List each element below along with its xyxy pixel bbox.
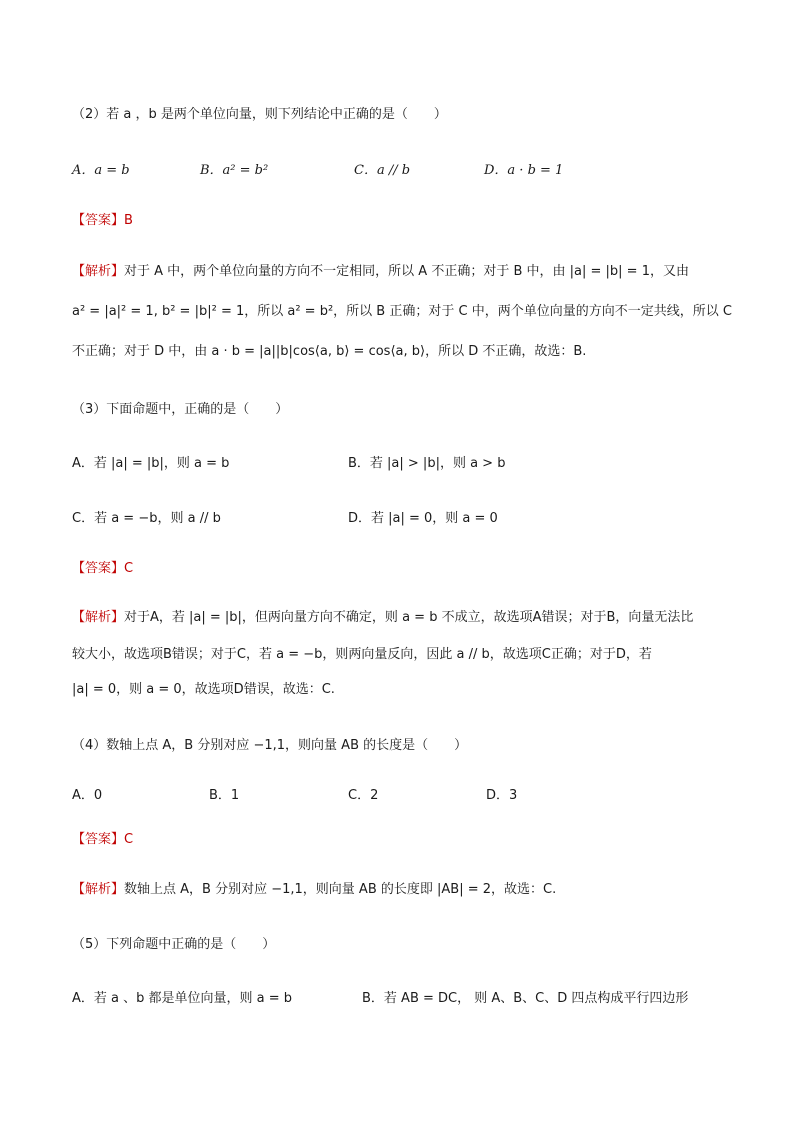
q2-option-d: D．a · b = 1 bbox=[484, 163, 564, 178]
q2-option-b: B．a² = b² bbox=[200, 163, 269, 178]
q2-analysis-line-3: 不正确；对于 D 中，由 a · b = |a||b|cos⟨a, b⟩ = cos⟨a, b⟩，所以 D 不正确，故选：B. bbox=[72, 344, 587, 359]
q4-option-a: A．0 bbox=[72, 788, 103, 803]
answer-tag: 【答案】 bbox=[72, 832, 125, 847]
q2-answer bbox=[72, 211, 133, 231]
q4-analysis-line-1 bbox=[72, 880, 556, 900]
q2-option-a: A．a = b bbox=[72, 163, 130, 178]
q3-answer bbox=[72, 559, 133, 579]
analysis-tag: 【解析】 bbox=[72, 264, 125, 279]
q4-option-c: C．2 bbox=[348, 788, 379, 803]
q4-option-b: B．1 bbox=[209, 788, 240, 803]
q4-option-d: D．3 bbox=[486, 788, 518, 803]
answer-value: C bbox=[124, 832, 134, 847]
analysis-text: 数轴上点 A，B 分别对应 −1,1，则向量 AB 的长度即 |AB| = 2，故选：C. bbox=[124, 882, 557, 897]
answer-tag: 【答案】 bbox=[72, 213, 125, 228]
q3-analysis-line-2: 较大小，故选项B错误；对于C，若 a = −b，则两向量反向，因此 a // b，故选项C正确；对于D，若 bbox=[72, 647, 652, 662]
q3-option-c: C．若 a = −b，则 a // b bbox=[72, 511, 221, 526]
q3-option-b: B．若 |a| > |b|，则 a > b bbox=[348, 456, 506, 471]
q5-option-b: B．若 AB = DC， 则 A、B、C、D 四点构成平行四边形 bbox=[362, 991, 689, 1006]
analysis-tag: 【解析】 bbox=[72, 882, 125, 897]
q3-option-a: A．若 |a| = |b|，则 a = b bbox=[72, 456, 230, 471]
analysis-tag: 【解析】 bbox=[72, 610, 125, 625]
q2-analysis-line-1 bbox=[72, 262, 689, 282]
analysis-text: 对于 A 中，两个单位向量的方向不一定相同，所以 A 不正确；对于 B 中，由 |a| = |b| = 1，又由 bbox=[124, 264, 689, 279]
answer-tag: 【答案】 bbox=[72, 561, 125, 576]
analysis-text: 对于A，若 |a| = |b|，但两向量方向不确定，则 a = b 不成立，故选项A错误；对于B，向量无法比 bbox=[124, 610, 694, 625]
q4-stem: （4）数轴上点 A，B 分别对应 −1,1，则向量 AB 的长度是（ ） bbox=[72, 738, 468, 753]
q2-analysis-line-2: a² = |a|² = 1, b² = |b|² = 1，所以 a² = b²，所以 B 正确；对于 C 中，两个单位向量的方向不一定共线，所以 C bbox=[72, 304, 732, 319]
q3-stem: （3）下面命题中，正确的是（ ） bbox=[72, 402, 289, 417]
q3-option-d: D．若 |a| = 0，则 a = 0 bbox=[348, 511, 498, 526]
q5-stem: （5）下列命题中正确的是（ ） bbox=[72, 937, 276, 952]
q3-analysis-line-3: |a| = 0，则 a = 0，故选项D错误，故选：C. bbox=[72, 682, 335, 697]
q2-stem: （2）若 a ，b 是两个单位向量，则下列结论中正确的是（ ） bbox=[72, 107, 447, 122]
q2-option-c: C．a // b bbox=[354, 163, 411, 178]
q5-option-a: A．若 a 、b 都是单位向量，则 a = b bbox=[72, 991, 293, 1006]
answer-value: B bbox=[124, 213, 133, 228]
q4-answer bbox=[72, 830, 133, 850]
q3-analysis-line-1 bbox=[72, 608, 693, 628]
answer-value: C bbox=[124, 561, 134, 576]
